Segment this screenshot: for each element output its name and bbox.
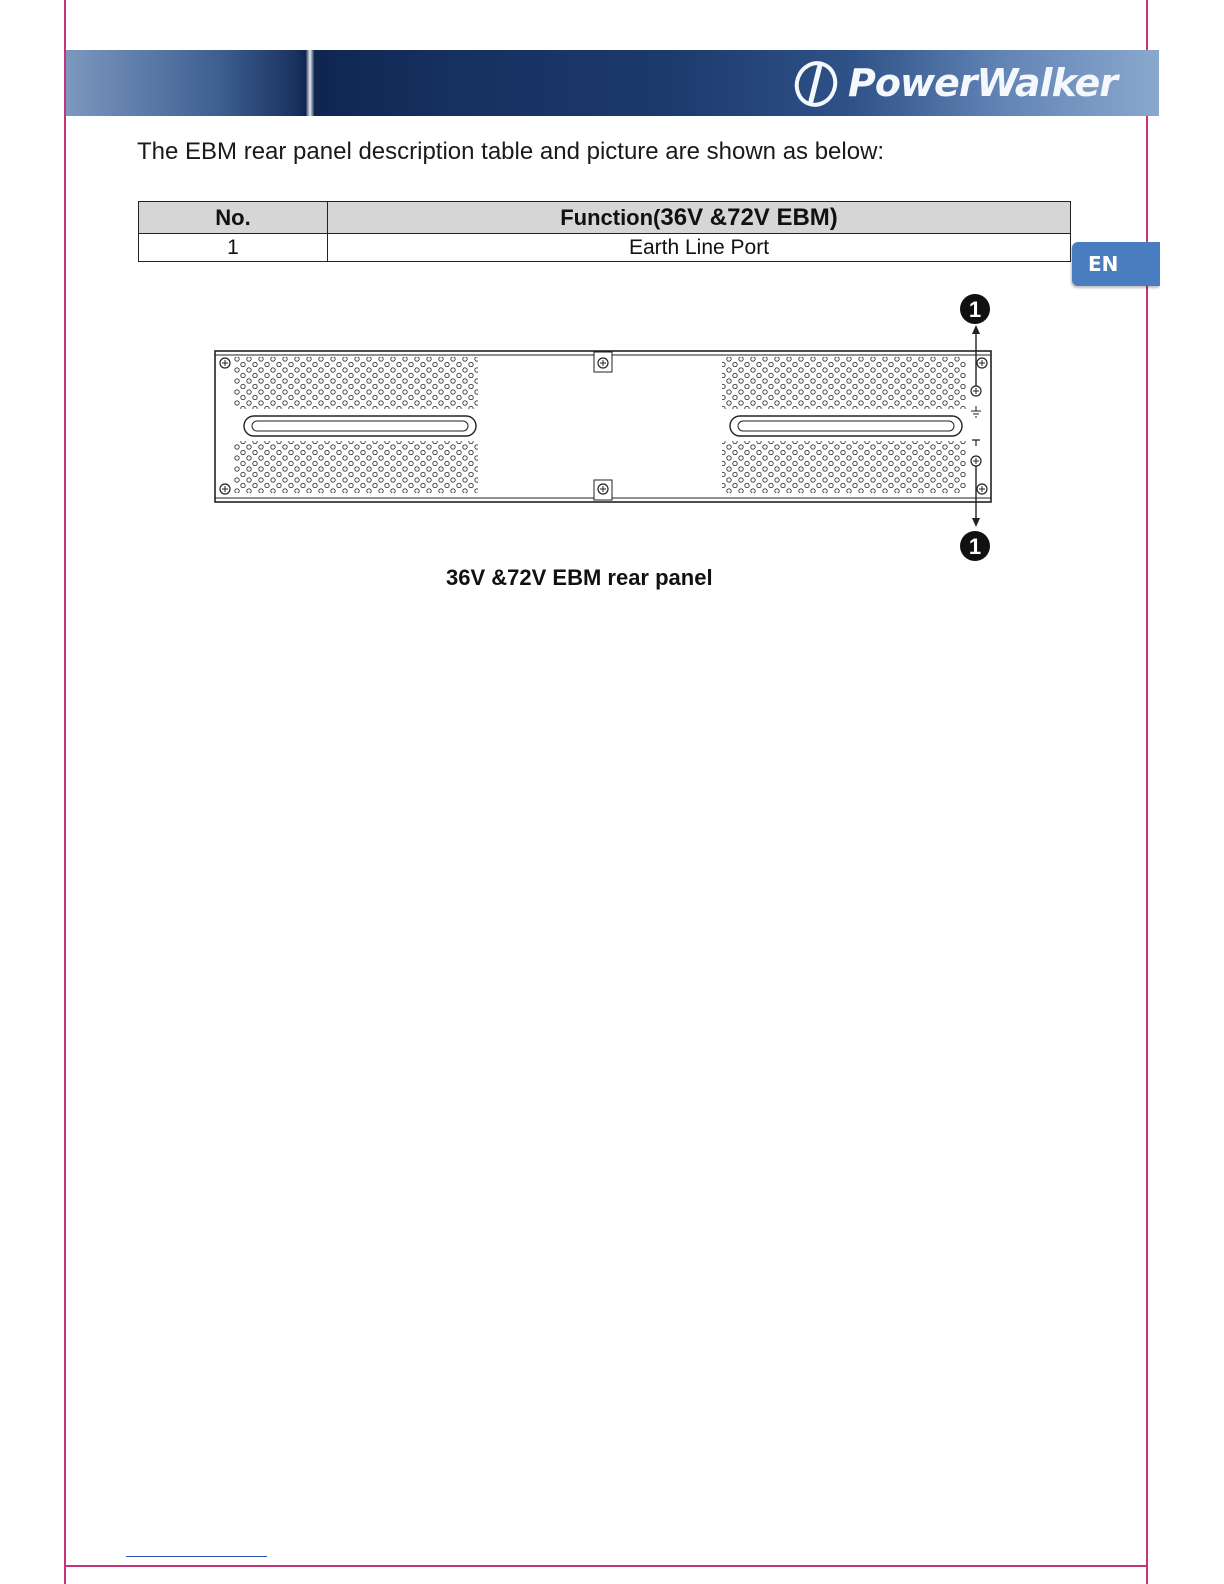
handle-left xyxy=(244,416,476,436)
screw-bottom-left-icon xyxy=(220,484,230,494)
handle-right xyxy=(730,416,962,436)
screw-bottom-center-icon xyxy=(594,480,612,500)
right-margin-line xyxy=(1146,0,1148,1584)
vent-grid-top-right xyxy=(722,357,966,409)
bottom-margin-line xyxy=(64,1565,1148,1567)
cell-no: 1 xyxy=(139,234,328,262)
left-margin-line xyxy=(64,0,66,1584)
cell-function: Earth Line Port xyxy=(328,234,1071,262)
figure-caption: 36V &72V EBM rear panel xyxy=(446,565,713,590)
callout-number-top: 1 xyxy=(968,297,982,322)
callout-number-bottom: 1 xyxy=(968,534,982,559)
footer-underline xyxy=(126,1556,267,1557)
brand-logo xyxy=(790,56,1117,110)
vent-grid-top-left xyxy=(234,357,478,409)
table-row xyxy=(139,234,1071,262)
rear-panel-description-table xyxy=(138,201,1071,262)
language-tab-en[interactable] xyxy=(1072,242,1160,286)
language-tab-label: EN xyxy=(1088,252,1119,276)
brand-name: PowerWalker xyxy=(847,61,1117,105)
header-separator xyxy=(306,50,314,116)
screw-top-center-icon xyxy=(594,352,612,372)
function-header-prefix: Function( xyxy=(560,204,661,230)
intro-text: The EBM rear panel description table and picture are shown as below: xyxy=(137,138,885,165)
earth-port-lower-icon xyxy=(971,456,981,466)
screw-top-left-icon xyxy=(220,358,230,368)
header-banner xyxy=(66,50,1159,116)
vent-grid-bottom-right xyxy=(722,441,966,493)
table-header-row xyxy=(139,202,1071,234)
screw-top-right-icon xyxy=(977,358,987,368)
vent-grid-bottom-left xyxy=(234,441,478,493)
ebm-rear-panel-drawing xyxy=(210,290,1010,570)
earth-port-upper-icon xyxy=(971,386,981,396)
screw-bottom-right-icon xyxy=(977,484,987,494)
powerwalker-logo-icon xyxy=(790,57,842,109)
function-header-suffix: 36V &72V EBM) xyxy=(660,203,838,231)
column-header-no: No. xyxy=(139,202,328,234)
column-header-function xyxy=(328,202,1071,234)
